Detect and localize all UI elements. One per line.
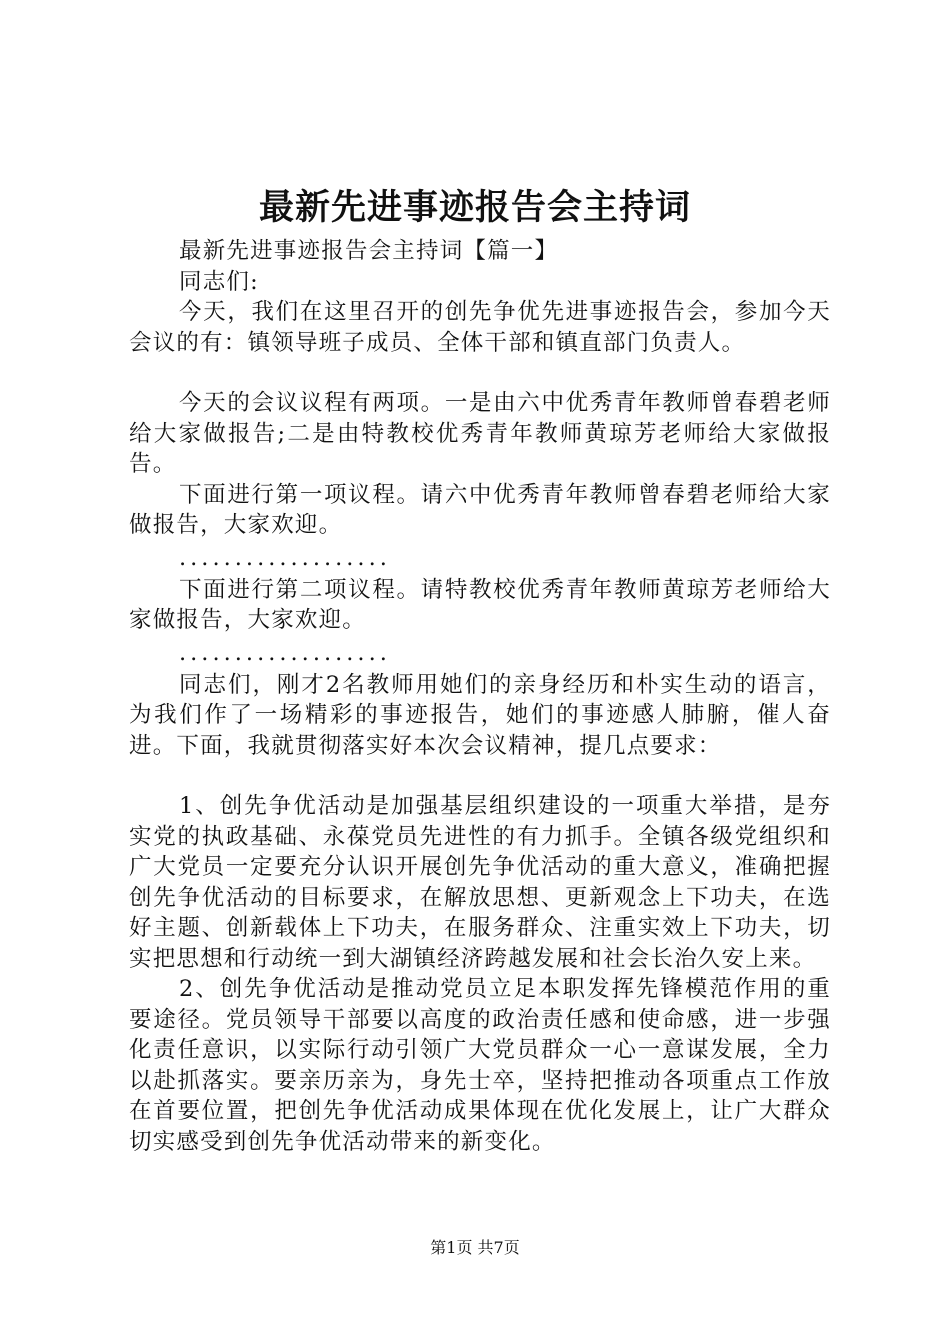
page-number: 第1页 共7页: [430, 1238, 520, 1257]
paragraph-summary: 同志们，刚才2名教师用她们的亲身经历和朴实生动的语言，为我们作了一场精彩的事迹报告，她们的事迹感人肺腑，催人奋进。下面，我就贯彻落实好本次会议精神，提几点要求：: [129, 671, 831, 759]
paragraph-item-two: 下面进行第二项议程。请特教校优秀青年教师黄琼芳老师给大家做报告，大家欢迎。: [129, 576, 831, 633]
ellipsis-divider: ...................: [179, 639, 391, 666]
salutation: 同志们:: [179, 268, 259, 295]
paragraph-requirement-1: 1、创先争优活动是加强基层组织建设的一项重大举措，是夯实党的执政基础、永葆党员先进性的有力抓手。全镇各级党组织和广大党员一定要充分认识开展创先争优活动的重大意义，准确把握创先争优活动的目标要求，在解放思想、更新观念上下功夫，在选好主题、创新载体上下功夫，在服务群众、注重实效上下功夫，切实把思想和行动统一到大湖镇经济跨越发展和社会长治久安上来。: [129, 793, 831, 972]
paragraph-opening: 今天，我们在这里召开的创先争优先进事迹报告会，参加今天会议的有：镇领导班子成员、全体干部和镇直部门负责人。: [129, 299, 831, 356]
paragraph-requirement-2: 2、创先争优活动是推动党员立足本职发挥先锋模范作用的重要途径。党员领导干部要以高度的政治责任感和使命感，进一步强化责任意识，以实际行动引领广大党员群众一心一意谋发展，全力以赴抓落实。要亲历亲为，身先士卒，坚持把推动各项重点工作放在首要位置，把创先争优活动成果体现在优化发展上，让广大群众切实感受到创先争优活动带来的新变化。: [129, 976, 831, 1155]
paragraph-agenda: 今天的会议议程有两项。一是由六中优秀青年教师曾春碧老师给大家做报告;二是由特教校优秀青年教师黄琼芳老师给大家做报告。: [129, 390, 831, 477]
ellipsis-divider: ...................: [179, 544, 391, 571]
paragraph-item-one: 下面进行第一项议程。请六中优秀青年教师曾春碧老师给大家做报告，大家欢迎。: [129, 481, 831, 538]
section-heading: 最新先进事迹报告会主持词【篇一】: [179, 238, 559, 264]
document-body: [129, 236, 831, 1157]
document-title: 最新先进事迹报告会主持词: [258, 187, 691, 228]
